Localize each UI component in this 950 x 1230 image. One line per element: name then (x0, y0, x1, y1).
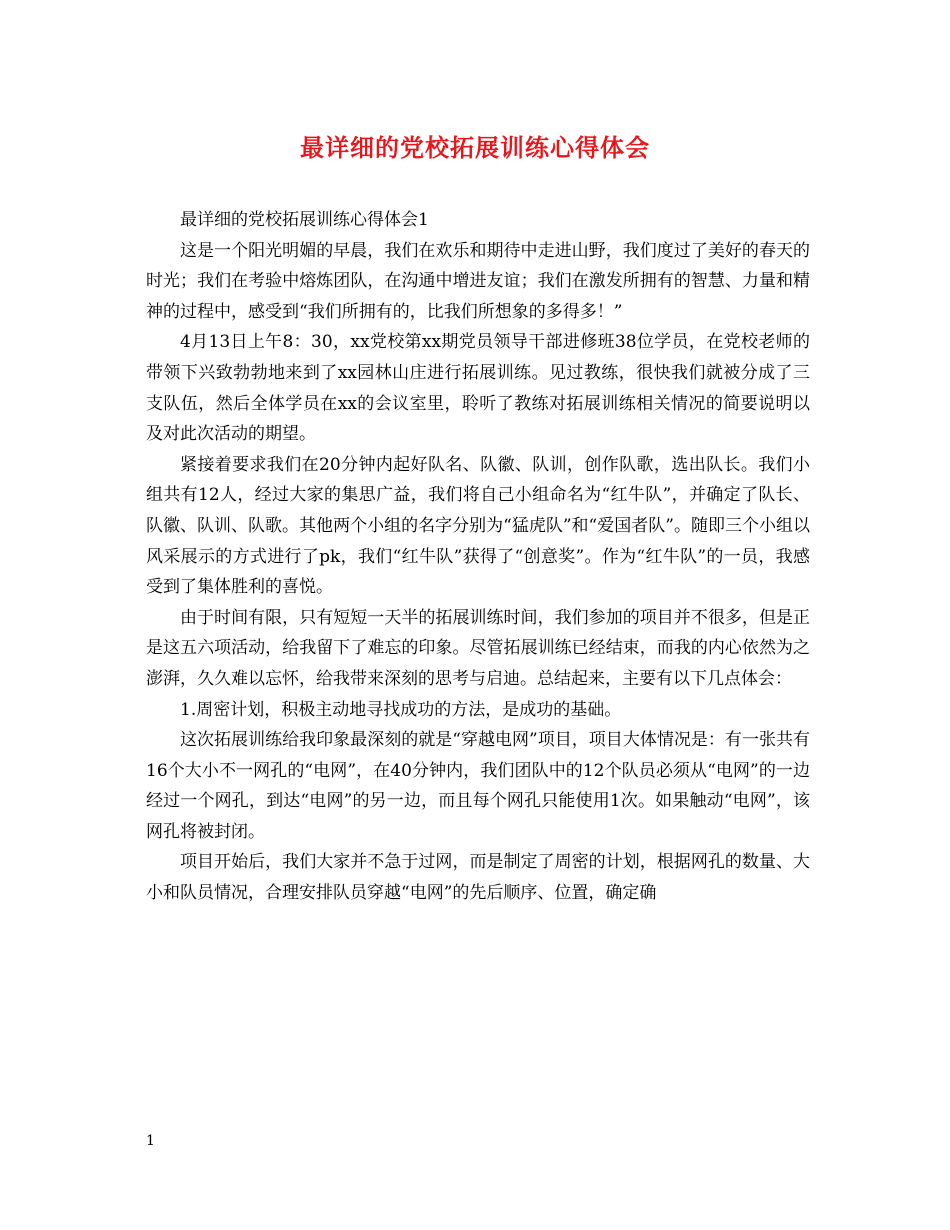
paragraph-point: 1.周密计划，积极主动地寻找成功的方法，是成功的基础。 (180, 699, 622, 720)
paragraph: 由于时间有限，只有短短一天半的拓展训练时间，我们参加的项目并不很多，但是正是这五六项活动，给我留下了难忘的印象。尽管拓展训练已经结束，而我的内心依然为之澎湃，久久难以忘怀，给我带来深刻的思考与启迪。总结起来，主要有以下几点体会： (146, 607, 810, 689)
paragraph: 这是一个阳光明媚的早晨，我们在欢乐和期待中走进山野，我们度过了美好的春天的时光；我们在考验中熔炼团队，在沟通中增进友谊；我们在激发所拥有的智慧、力量和精神的过程中，感受到“我们所拥有的，比我们所想象的多得多！” (146, 240, 810, 322)
page-number: 1 (146, 1133, 155, 1149)
paragraph: 项目开始后，我们大家并不急于过网，而是制定了周密的计划，根据网孔的数量、大小和队员情况，合理安排队员穿越“电网”的先后顺序、位置，确定确 (146, 852, 810, 904)
paragraph: 紧接着要求我们在20分钟内起好队名、队徽、队训，创作队歌，选出队长。我们小组共有12人，经过大家的集思广益，我们将自己小组命名为“红牛队”，并确定了队长、队徽、队训、队歌。其他两个小组的名字分别为“猛虎队”和“爱国者队”。随即三个小组以风采展示的方式进行了pk，我们“红牛队”获得了“创意奖”。作为“红牛队”的一员，我感受到了集体胜利的喜悦。 (146, 454, 810, 598)
paragraph-subtitle: 最详细的党校拓展训练心得体会1 (180, 210, 429, 230)
document-body (146, 205, 810, 909)
paragraph: 这次拓展训练给我印象最深刻的就是“穿越电网”项目，项目大体情况是：有一张共有16个大小不一网孔的“电网”，在40分钟内，我们团队中的12个队员必须从“电网”的一边经过一个网孔，到达“电网”的另一边，而且每个网孔只能使用1次。如果触动“电网”，该网孔将被封闭。 (146, 730, 810, 842)
paragraph: 4月13日上午8：30，xx党校第xx期党员领导干部进修班38位学员，在党校老师的带领下兴致勃勃地来到了xx园林山庄进行拓展训练。见过教练，很快我们就被分成了三支队伍，然后全体学员在xx的会议室里，聆听了教练对拓展训练相关情况的简要说明以及对此次活动的期望。 (146, 332, 810, 445)
document-title: 最详细的党校拓展训练心得体会 (300, 133, 650, 162)
